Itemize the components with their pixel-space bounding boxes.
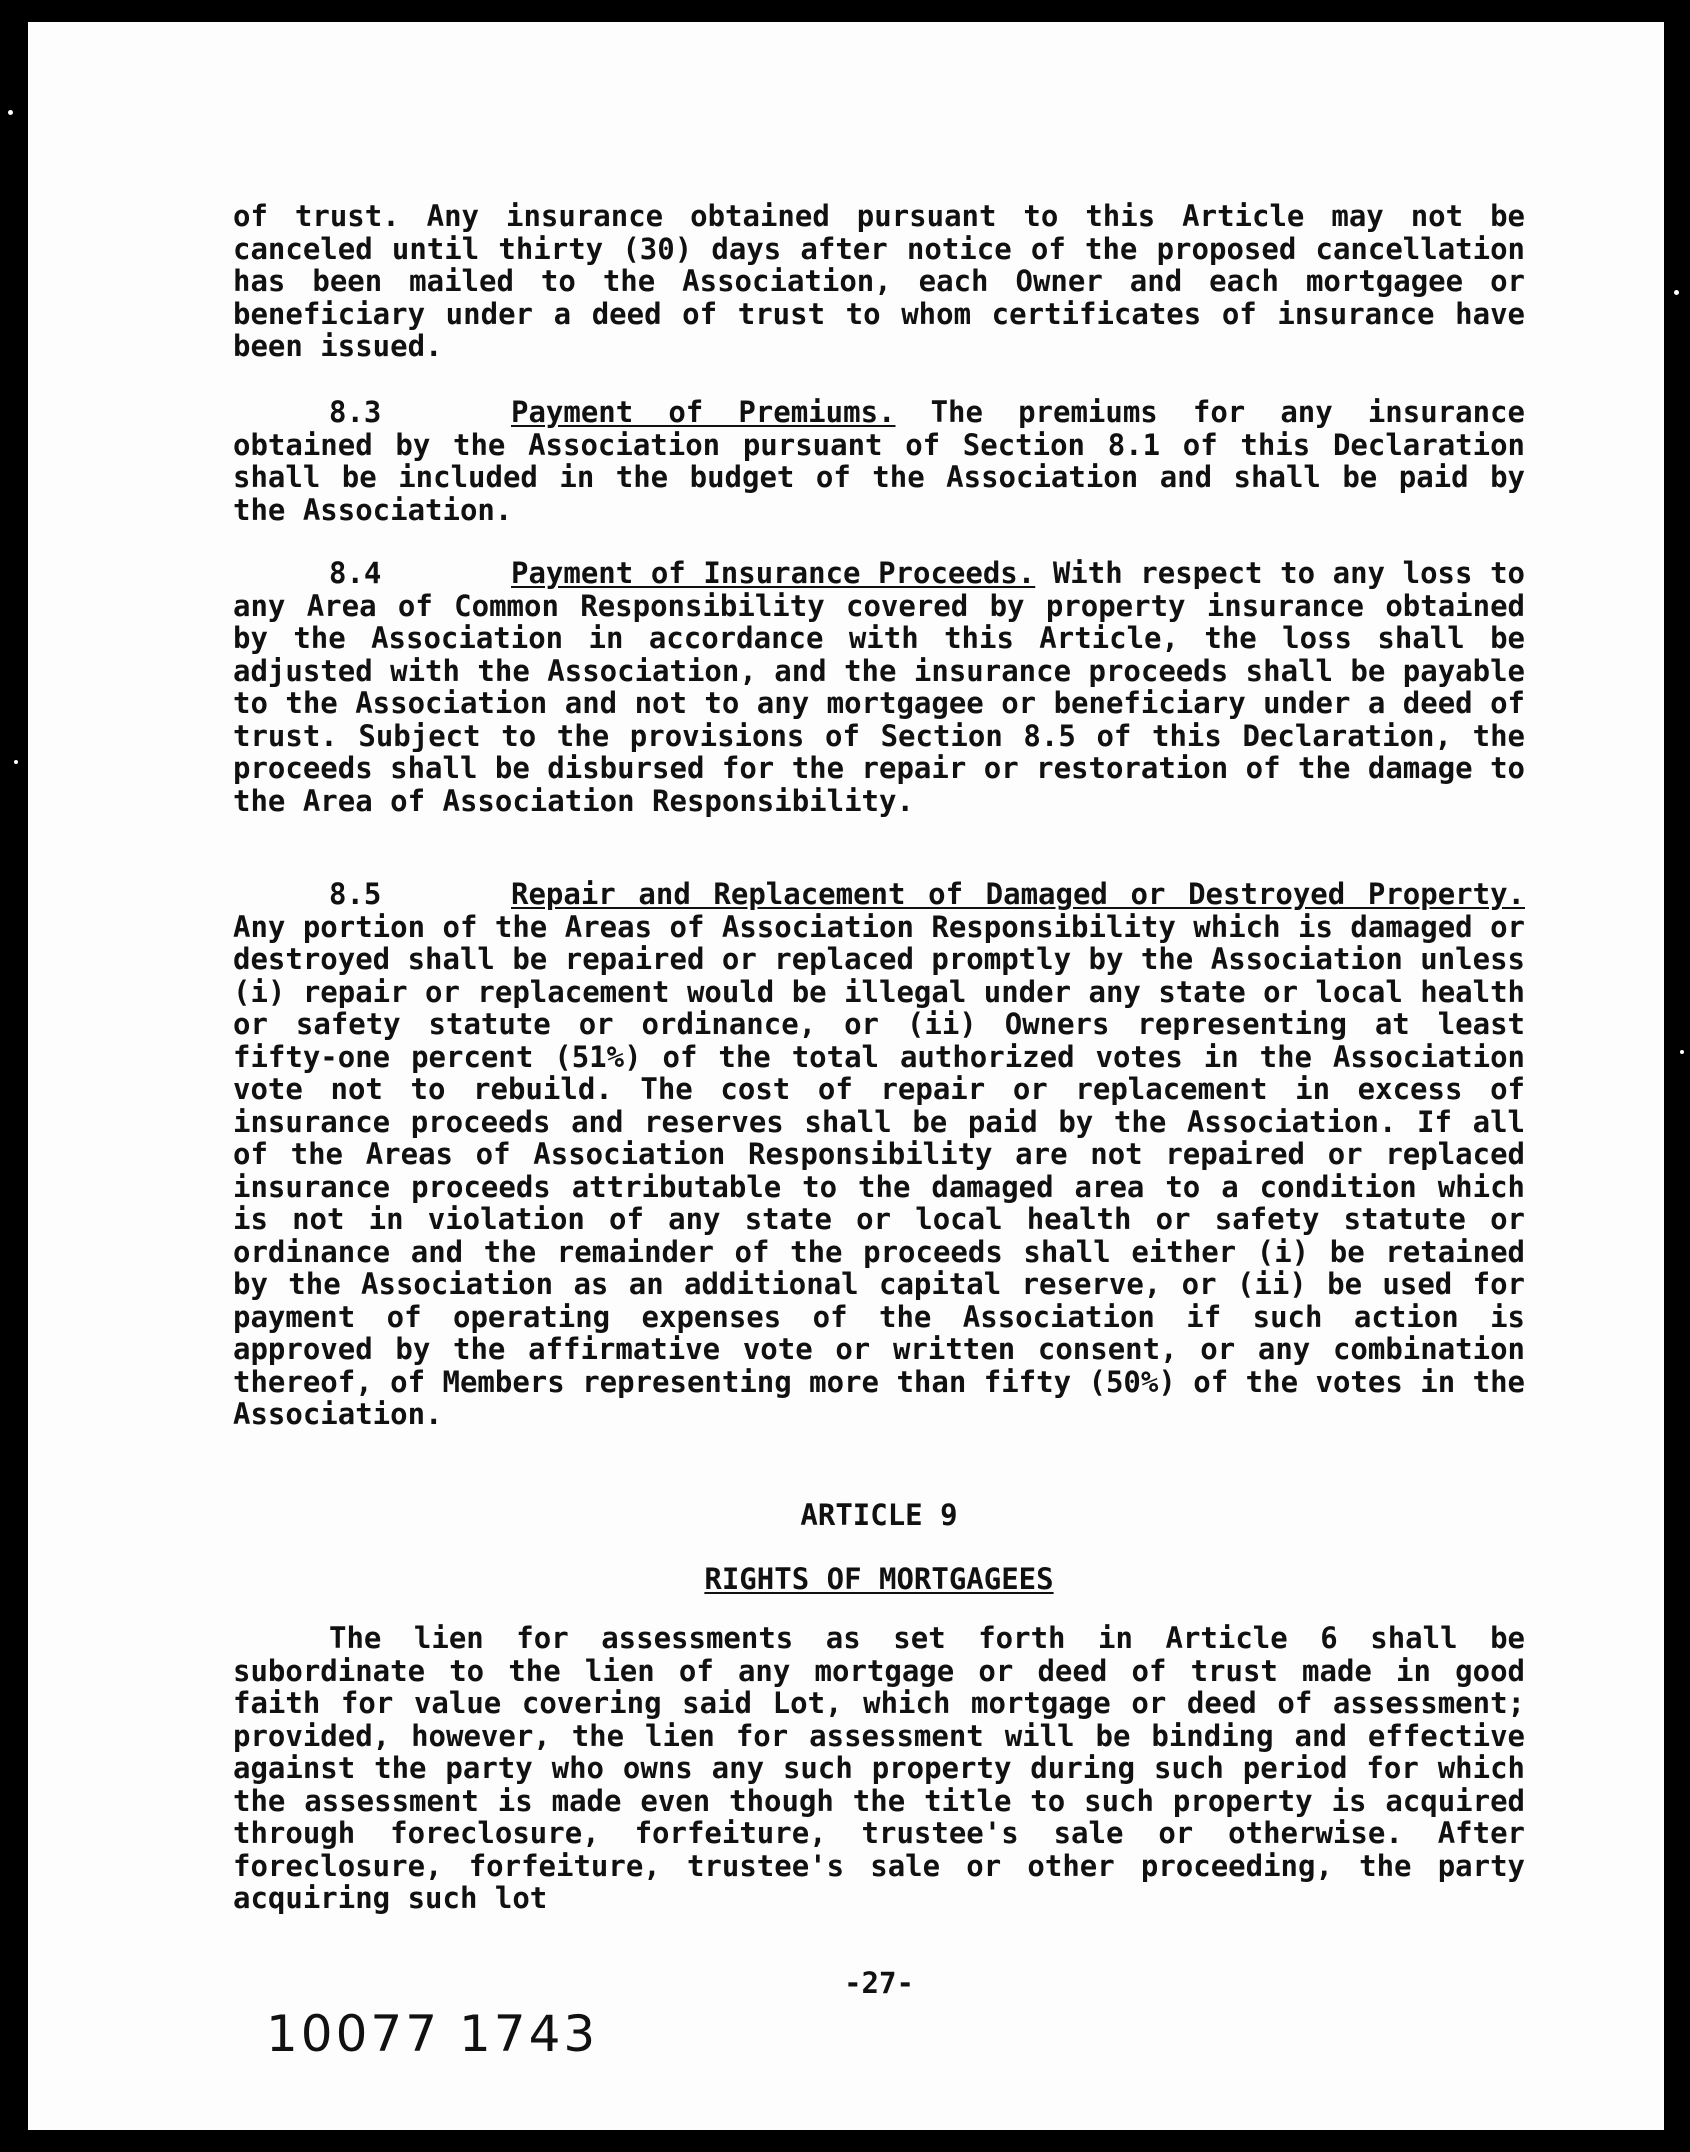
scan-speck (8, 110, 13, 115)
document-stamp-number: 10077 1743 (266, 2005, 599, 2063)
section-title: Payment of Premiums. (511, 395, 896, 429)
section-8-5 (233, 878, 1525, 1431)
section-number: 8.4 (329, 556, 382, 590)
section-8-4 (233, 557, 1525, 817)
scan-speck (14, 760, 18, 764)
document-page (28, 22, 1664, 2130)
intro-paragraph: of trust. Any insurance obtained pursuant to this Article may not be canceled until thirty (30) days after notice of the proposed cancellation has been mailed to the Association, each Owner and each mortgagee or beneficiary under a deed of trust to whom certificates of insurance have been issued. (233, 199, 1525, 363)
section-title: Payment of Insurance Proceeds. (511, 556, 1036, 590)
article-heading: ARTICLE 9 (800, 1498, 958, 1532)
section-body: Any portion of the Areas of Association Responsibility which is damaged or destroyed shall be repaired or replaced promptly by the Association unless (i) repair or replacement would be illegal under any state or local health or safety statute or ordinance, or (ii) Owners representing at least fifty-one percent (51%) of the total authorized votes in the Association vote not to rebuild. The cost of repair or replacement in excess of insurance proceeds and reserves shall be paid by the Association. If all of the Areas of Association Responsibility are not repaired or replaced insurance proceeds attributable to the damaged area to a condition which is not in violation of any state or local health or safety statute or ordinance and the remainder of the proceeds shall either (i) be retained by the Association as an additional capital reserve, or (ii) be used for payment of operating expenses of the Association if such action is approved by the affirmative vote or written consent, or any combination thereof, of Members representing more than fifty (50%) of the votes in the Association. (233, 909, 1526, 1431)
article-paragraph-text: The lien for assessments as set forth in Article 6 shall be subordinate to the lien of any mortgage or deed of trust made in good faith for value covering said Lot, which mortgage or deed of assessment; provided, however, the lien for assessment will be binding and effective against the party who owns any such property during such period for which the assessment is made even though the title to such property is acquired through foreclosure, forfeiture, trustee's sale or otherwise. After foreclosure, forfeiture, trustee's sale or other proceeding, the party acquiring such lot (233, 1621, 1525, 1915)
article-paragraph (233, 1622, 1525, 1915)
page-number: -27- (844, 1966, 914, 2000)
scan-speck (1680, 1050, 1684, 1054)
article-title: RIGHTS OF MORTGAGEES (704, 1562, 1054, 1596)
section-number: 8.5 (329, 877, 382, 911)
section-body: With respect to any loss to any Area of Common Responsibility covered by property insurance obtained by the Association in accordance with this Article, the loss shall be adjusted with the Association, and the insurance proceeds shall be payable to the Association and not to any mortgagee or beneficiary under a deed of trust. Subject to the provisions of Section 8.5 of this Declaration, the proceeds shall be disbursed for the repair or restoration of the damage to the Area of Association Responsibility. (233, 556, 1526, 818)
section-title: Repair and Replacement of Damaged or Destroyed Property. (511, 877, 1525, 911)
scan-speck (1674, 290, 1679, 295)
section-number: 8.3 (329, 395, 382, 429)
section-body: The premiums for any insurance obtained by the Association pursuant of Section 8.1 of this Declaration shall be included in the budget of the Association and shall be paid by the Association. (233, 395, 1525, 527)
section-8-3 (233, 396, 1525, 526)
